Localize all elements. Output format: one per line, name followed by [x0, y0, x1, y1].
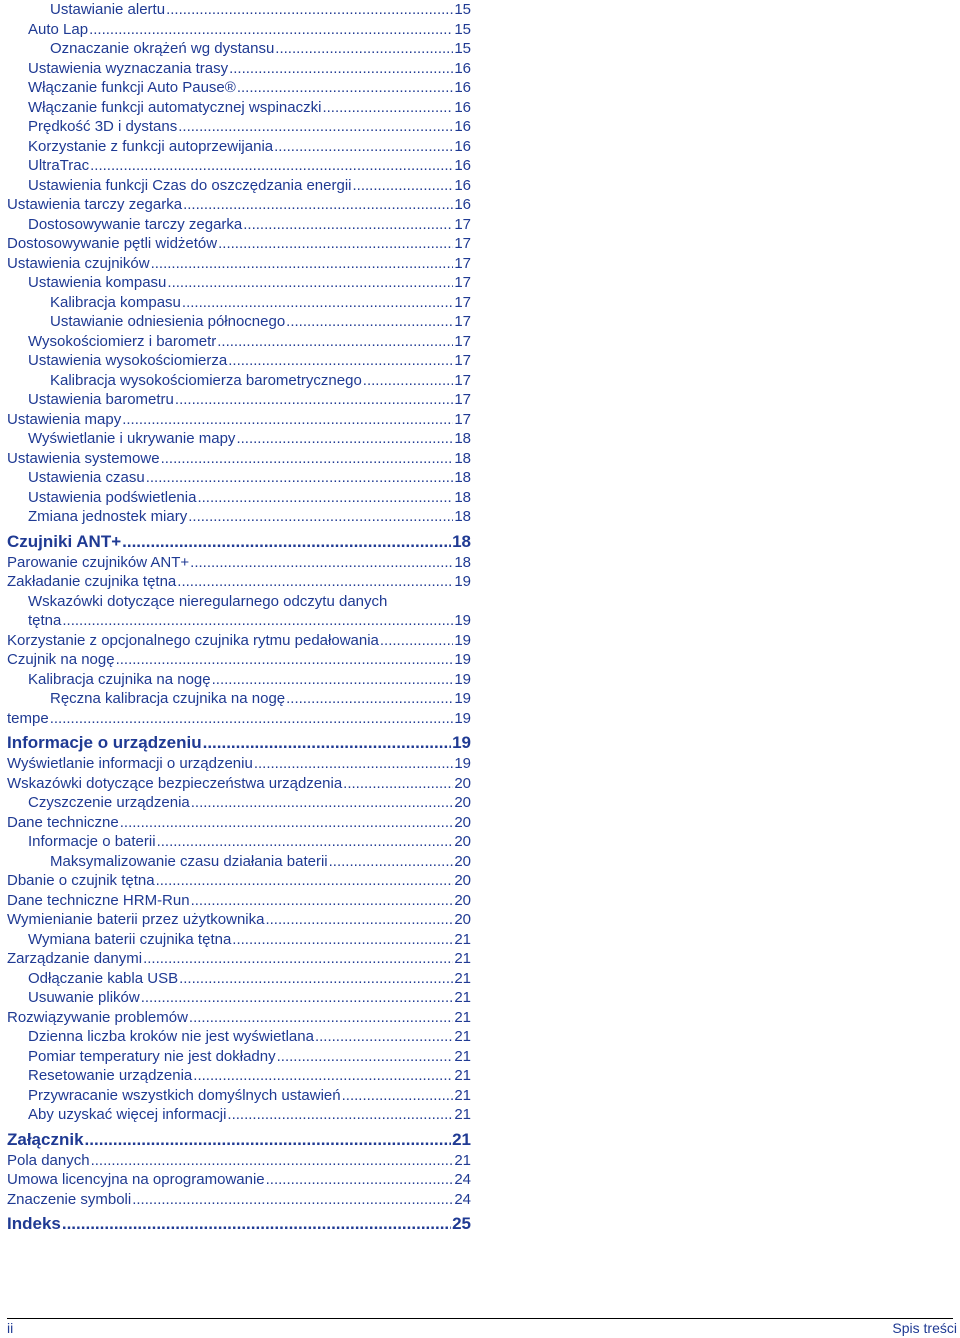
toc-leader-dots — [167, 273, 453, 293]
toc-page-number: 21 — [454, 1008, 471, 1026]
toc-page-number: 21 — [454, 1106, 471, 1123]
toc-leader-dots — [179, 969, 453, 989]
toc-entry-link[interactable] — [7, 754, 471, 774]
toc-leader-dots — [132, 1190, 453, 1210]
toc-chapter-link[interactable] — [7, 531, 471, 552]
toc-page-number: 15 — [454, 20, 471, 38]
toc-entry-link[interactable] — [28, 670, 471, 690]
toc-page-number: 21 — [454, 930, 471, 948]
toc-leader-dots — [166, 0, 453, 20]
toc-entry-title: Kalibracja wysokościomierza barometrycznego — [50, 371, 362, 389]
toc-entry-title: Ustawienia systemowe — [7, 449, 160, 467]
toc-leader-dots — [191, 793, 454, 813]
toc-leader-dots — [91, 1151, 454, 1171]
toc-entry-title: Czujniki ANT+ — [7, 531, 122, 551]
toc-entry-link[interactable] — [28, 1066, 471, 1086]
toc-entry-link[interactable] — [28, 1027, 471, 1047]
footer-divider — [7, 1318, 953, 1319]
toc-page-number: 19 — [454, 670, 471, 688]
toc-page-number: 20 — [454, 911, 471, 928]
toc-leader-dots — [161, 449, 454, 469]
toc-leader-dots — [232, 930, 453, 950]
toc-page-number: 19 — [454, 709, 471, 727]
toc-entry-link[interactable] — [28, 832, 471, 852]
toc-leader-dots — [228, 351, 453, 371]
toc-entry-title: Parowanie czujników ANT+ — [7, 553, 190, 571]
toc-page-number: 18 — [454, 508, 471, 525]
toc-chapter-link[interactable] — [7, 1129, 471, 1150]
toc-leader-dots — [122, 531, 451, 552]
toc-page-number: 20 — [454, 813, 471, 831]
toc-leader-dots — [227, 1105, 453, 1125]
toc-leader-dots — [315, 1027, 453, 1047]
toc-entry-title: Załącznik — [7, 1129, 84, 1149]
toc-entry-link[interactable] — [7, 631, 471, 651]
toc-entry-link[interactable] — [28, 592, 471, 612]
toc-entry-title: Ustawienia wysokościomierza — [28, 352, 228, 369]
toc-page-number: 20 — [454, 833, 471, 850]
toc-page-number: 19 — [454, 690, 471, 707]
toc-page-number: 21 — [454, 989, 471, 1006]
toc-entry-title: Dbanie o czujnik tętna — [7, 872, 155, 889]
toc-page-number: 21 — [454, 969, 471, 987]
toc-entry-title: Maksymalizowanie czasu działania baterii — [50, 852, 328, 870]
toc-entry-title: Ustawienia czasu — [28, 469, 145, 486]
toc-entry-link[interactable] — [7, 910, 471, 930]
toc-entry-link[interactable] — [28, 156, 471, 176]
toc-page-number: 16 — [454, 157, 471, 174]
toc-page-number: 19 — [454, 631, 471, 649]
toc-page-number: 17 — [454, 332, 471, 350]
toc-entry-title: Kalibracja kompasu — [50, 293, 181, 311]
toc-leader-dots — [120, 813, 454, 833]
toc-entry-title: Wyświetlanie i ukrywanie mapy — [28, 430, 236, 447]
toc-entry-title: Ustawienia tarczy zegarka — [7, 196, 183, 213]
toc-entry-link[interactable] — [28, 117, 471, 137]
toc-entry-title: Prędkość 3D i dystans — [28, 118, 178, 135]
toc-entry-title: Rozwiązywanie problemów — [7, 1008, 188, 1026]
toc-entry-title: Znaczenie symboli — [7, 1190, 132, 1208]
toc-leader-dots — [146, 468, 454, 488]
toc-entry-title: Wskazówki dotyczące nieregularnego odczytu danych — [28, 592, 388, 610]
toc-entry-link[interactable] — [28, 1047, 471, 1067]
toc-page-number: 18 — [454, 488, 471, 506]
toc-leader-dots — [175, 390, 453, 410]
toc-entry-title: Zarządzanie danymi — [7, 950, 143, 967]
toc-entry-title: Wymiana baterii czujnika tętna — [28, 930, 232, 948]
toc-entry-title: Włączanie funkcji Auto Pause® — [28, 79, 236, 96]
toc-entry-title: Odłączanie kabla USB — [28, 969, 179, 987]
toc-page-number: 21 — [452, 1129, 471, 1149]
toc-leader-dots — [329, 852, 454, 872]
toc-page-number: 21 — [454, 1047, 471, 1065]
toc-entry-link[interactable] — [28, 429, 471, 449]
toc-entry-title: Wymienianie baterii przez użytkownika — [7, 911, 265, 928]
toc-leader-dots — [243, 215, 453, 235]
toc-leader-dots — [62, 1213, 451, 1234]
toc-page-number: 20 — [454, 872, 471, 889]
toc-page-number: 18 — [454, 469, 471, 486]
toc-leader-dots — [151, 254, 454, 274]
toc-page-number: 19 — [454, 755, 471, 772]
toc-entry-title: Korzystanie z funkcji autoprzewijania — [28, 137, 274, 155]
toc-page-number: 17 — [454, 391, 471, 408]
toc-entry-link[interactable] — [7, 1008, 471, 1028]
toc-leader-dots — [62, 611, 453, 631]
table-of-contents — [7, 0, 471, 1235]
toc-entry-title: Wskazówki dotyczące bezpieczeństwa urządzenia — [7, 774, 343, 792]
toc-page-number: 20 — [454, 852, 471, 870]
toc-entry-title: Ręczna kalibracja czujnika na nogę — [50, 690, 286, 707]
toc-page-number: 17 — [454, 274, 471, 291]
toc-entry-title: Wyświetlanie informacji o urządzeniu — [7, 755, 253, 772]
toc-entry-title: Dane techniczne — [7, 813, 119, 831]
toc-entry-link[interactable] — [28, 1086, 471, 1106]
toc-entry-link[interactable] — [50, 371, 471, 391]
toc-page-number: 16 — [454, 59, 471, 77]
toc-leader-dots — [89, 20, 453, 40]
toc-leader-dots — [343, 774, 453, 794]
toc-leader-dots — [353, 176, 454, 196]
toc-entry-title: Korzystanie z opcjonalnego czujnika rytmu pedałowania — [7, 631, 379, 649]
toc-page-number: 16 — [454, 79, 471, 96]
toc-entry-link[interactable] — [28, 332, 471, 352]
toc-page-number: 17 — [454, 410, 471, 428]
toc-leader-dots — [122, 410, 453, 430]
toc-page-number: 17 — [454, 254, 471, 272]
toc-leader-dots — [265, 910, 453, 930]
toc-entry-link[interactable] — [7, 774, 471, 794]
toc-leader-dots — [177, 572, 453, 592]
toc-entry-title: Informacje o baterii — [28, 833, 156, 850]
toc-page-number: 25 — [452, 1214, 471, 1233]
toc-leader-dots — [236, 429, 453, 449]
toc-leader-dots — [141, 988, 454, 1008]
toc-page-number: 18 — [454, 553, 471, 571]
toc-page-number: 17 — [454, 352, 471, 369]
toc-entry-link[interactable] — [28, 611, 471, 631]
toc-entry-link[interactable] — [28, 78, 471, 98]
toc-entry-link[interactable] — [7, 709, 471, 729]
toc-entry-link[interactable] — [7, 891, 471, 911]
toc-leader-dots — [90, 156, 453, 176]
toc-entry-title: Ustawienia mapy — [7, 410, 122, 428]
toc-entry-link[interactable] — [7, 1190, 471, 1210]
toc-page-number: 18 — [452, 531, 471, 551]
toc-entry-link[interactable] — [7, 410, 471, 430]
toc-entry-link[interactable] — [28, 59, 471, 79]
toc-entry-title: Dane techniczne HRM-Run — [7, 891, 190, 909]
toc-leader-dots — [189, 1008, 453, 1028]
toc-entry-title: Ustawianie alertu — [50, 1, 166, 18]
toc-entry-title: Przywracanie wszystkich domyślnych ustawień — [28, 1086, 341, 1104]
toc-page-number: 18 — [454, 430, 471, 447]
toc-entry-link[interactable] — [28, 1105, 471, 1125]
toc-entry-title: Dostosowywanie pętli widżetów — [7, 235, 218, 252]
toc-leader-dots — [217, 332, 453, 352]
toc-entry-link[interactable] — [28, 20, 471, 40]
toc-page-number: 18 — [454, 449, 471, 467]
toc-page-number: 15 — [454, 1, 471, 18]
toc-entry-link[interactable] — [7, 650, 471, 670]
toc-entry-link[interactable] — [28, 390, 471, 410]
toc-entry-title: Dzienna liczba kroków nie jest wyświetlana — [28, 1028, 314, 1045]
toc-leader-dots — [342, 1086, 454, 1106]
toc-entry-title: Kalibracja czujnika na nogę — [28, 670, 211, 688]
toc-leader-dots — [274, 137, 453, 157]
toc-page-number: 17 — [454, 215, 471, 233]
toc-entry-title: Aby uzyskać więcej informacji — [28, 1106, 227, 1123]
toc-page-number: 17 — [454, 293, 471, 311]
toc-leader-dots — [322, 98, 453, 118]
toc-leader-dots — [182, 293, 453, 313]
toc-entry-title: tętna — [28, 612, 62, 629]
toc-page-number: 15 — [454, 40, 471, 57]
toc-page-number: 16 — [454, 98, 471, 116]
toc-entry-title: tempe — [7, 709, 49, 727]
toc-leader-dots — [190, 553, 453, 573]
toc-leader-dots — [193, 1066, 453, 1086]
toc-page-number: 20 — [454, 794, 471, 811]
toc-entry-title: Pola danych — [7, 1151, 90, 1169]
toc-entry-link[interactable] — [50, 852, 471, 872]
toc-page-number: 16 — [454, 196, 471, 213]
toc-entry-link[interactable] — [50, 689, 471, 709]
toc-leader-dots — [50, 709, 454, 729]
toc-entry-link[interactable] — [28, 351, 471, 371]
toc-leader-dots — [254, 754, 454, 774]
toc-entry-title: Ustawianie odniesienia północnego — [50, 313, 286, 330]
toc-page-number: 19 — [454, 573, 471, 590]
toc-entry-title: Ustawienia funkcji Czas do oszczędzania energii — [28, 176, 352, 194]
toc-entry-title: Resetowanie urządzenia — [28, 1067, 193, 1084]
toc-entry-link[interactable] — [7, 254, 471, 274]
toc-leader-dots — [191, 891, 454, 911]
toc-entry-link[interactable] — [50, 293, 471, 313]
toc-leader-dots — [197, 488, 453, 508]
toc-entry-link[interactable] — [28, 930, 471, 950]
toc-page-number: 17 — [454, 235, 471, 252]
toc-entry-link[interactable] — [28, 98, 471, 118]
toc-entry-link[interactable] — [7, 553, 471, 573]
toc-entry-title: Usuwanie plików — [28, 989, 140, 1006]
toc-leader-dots — [266, 1170, 454, 1190]
toc-entry-link[interactable] — [50, 312, 471, 332]
toc-entry-title: Dostosowywanie tarczy zegarka — [28, 215, 243, 233]
toc-entry-title: Umowa licencyjna na oprogramowanie — [7, 1171, 265, 1188]
toc-page-number: 20 — [454, 891, 471, 909]
toc-entry-link[interactable] — [7, 449, 471, 469]
toc-entry-link[interactable] — [7, 195, 471, 215]
footer-page-number: ii — [7, 1320, 14, 1336]
toc-page-number: 24 — [454, 1171, 471, 1188]
toc-entry-link[interactable] — [28, 468, 471, 488]
toc-entry-title: Zakładanie czujnika tętna — [7, 573, 177, 590]
toc-entry-title: Oznaczanie okrążeń wg dystansu — [50, 40, 275, 57]
toc-page-number: 21 — [454, 1067, 471, 1084]
toc-page-number: 19 — [452, 733, 471, 752]
toc-leader-dots — [203, 732, 451, 753]
toc-page-number: 17 — [454, 371, 471, 389]
toc-leader-dots — [178, 117, 453, 137]
toc-entry-title: Wysokościomierz i barometr — [28, 332, 217, 350]
toc-entry-link[interactable] — [7, 234, 471, 254]
toc-leader-dots — [286, 312, 453, 332]
toc-page-number: 21 — [454, 1028, 471, 1045]
toc-page-number: 19 — [454, 651, 471, 668]
toc-leader-dots — [188, 507, 453, 527]
toc-leader-dots — [286, 689, 453, 709]
toc-leader-dots — [116, 650, 454, 670]
toc-leader-dots — [212, 670, 454, 690]
toc-page-number: 16 — [454, 176, 471, 194]
footer-section-title: Spis treści — [892, 1320, 957, 1336]
toc-entry-link[interactable] — [28, 488, 471, 508]
toc-entry-link[interactable] — [50, 0, 471, 20]
toc-entry-link[interactable] — [28, 793, 471, 813]
toc-entry-link[interactable] — [7, 871, 471, 891]
toc-page-number: 17 — [454, 313, 471, 330]
toc-page-number: 16 — [454, 137, 471, 155]
toc-chapter-link[interactable] — [7, 1213, 471, 1234]
toc-page-number: 24 — [454, 1190, 471, 1208]
toc-entry-link[interactable] — [7, 1151, 471, 1171]
toc-leader-dots — [363, 371, 454, 391]
toc-leader-dots — [218, 234, 453, 254]
toc-leader-dots — [237, 78, 453, 98]
toc-leader-dots — [157, 832, 454, 852]
toc-page-number: 19 — [454, 612, 471, 629]
toc-leader-dots — [380, 631, 453, 651]
toc-chapter-link[interactable] — [7, 732, 471, 753]
toc-entry-title: Informacje o urządzeniu — [7, 733, 202, 752]
toc-page-number: 21 — [454, 950, 471, 967]
toc-entry-link[interactable] — [7, 572, 471, 592]
toc-entry-title: Ustawienia czujników — [7, 254, 150, 272]
toc-page-number: 21 — [454, 1086, 471, 1104]
toc-entry-link[interactable] — [28, 176, 471, 196]
toc-entry-title: Ustawienia wyznaczania trasy — [28, 59, 229, 77]
toc-entry-link[interactable] — [7, 1170, 471, 1190]
toc-leader-dots — [143, 949, 453, 969]
toc-entry-link[interactable] — [28, 988, 471, 1008]
toc-entry-title: Pomiar temperatury nie jest dokładny — [28, 1047, 276, 1065]
toc-leader-dots — [156, 871, 454, 891]
toc-leader-dots — [85, 1129, 452, 1150]
toc-entry-title: Ustawienia barometru — [28, 391, 174, 408]
toc-entry-title: Ustawienia kompasu — [28, 274, 167, 291]
toc-entry-link[interactable] — [50, 39, 471, 59]
toc-entry-title: Zmiana jednostek miary — [28, 508, 188, 525]
toc-entry-title: Auto Lap — [28, 20, 89, 38]
toc-entry-link[interactable] — [28, 507, 471, 527]
toc-entry-link[interactable] — [28, 215, 471, 235]
toc-leader-dots — [229, 59, 453, 79]
toc-entry-title: Czyszczenie urządzenia — [28, 794, 190, 811]
toc-page-number: 21 — [454, 1151, 471, 1169]
toc-entry-title: Indeks — [7, 1214, 61, 1233]
toc-entry-link[interactable] — [28, 969, 471, 989]
toc-entry-title: Włączanie funkcji automatycznej wspinaczki — [28, 98, 322, 116]
toc-entry-link[interactable] — [7, 949, 471, 969]
toc-leader-dots — [275, 39, 453, 59]
toc-entry-link[interactable] — [28, 273, 471, 293]
toc-entry-title: Ustawienia podświetlenia — [28, 488, 197, 506]
toc-page-number: 16 — [454, 118, 471, 135]
toc-entry-title: UltraTrac — [28, 157, 90, 174]
toc-entry-link[interactable] — [7, 813, 471, 833]
toc-entry-title: Czujnik na nogę — [7, 651, 115, 668]
toc-page-number: 20 — [454, 774, 471, 792]
toc-entry-link[interactable] — [28, 137, 471, 157]
toc-leader-dots — [277, 1047, 454, 1067]
toc-leader-dots — [183, 195, 453, 215]
